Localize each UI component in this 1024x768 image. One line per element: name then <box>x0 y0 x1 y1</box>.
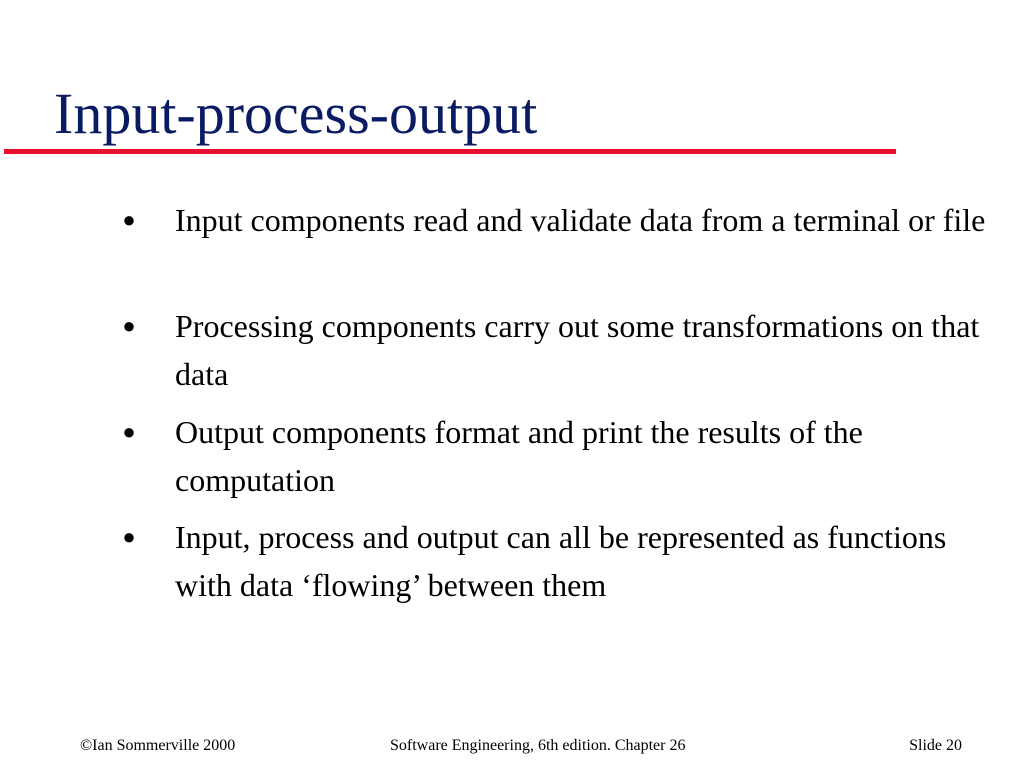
bullet-item <box>120 302 1000 398</box>
footer-book-title: Software Engineering, 6th edition. Chapter 26 <box>390 737 686 754</box>
bullet-dot-icon: ● <box>122 419 136 444</box>
bullet-item <box>120 408 1000 504</box>
slide-title: Input-process-output <box>54 81 538 146</box>
bullet-text: Processing components carry out some transformations on that data <box>175 308 980 392</box>
bullet-text: Output components format and print the results of the computation <box>175 414 863 498</box>
bullet-item <box>120 196 1000 244</box>
footer-slide-number: Slide 20 <box>909 737 962 754</box>
bullet-item <box>120 513 1000 609</box>
bullet-text: Input components read and validate data from a terminal or file <box>175 202 986 238</box>
bullet-dot-icon: ● <box>122 313 136 338</box>
bullet-dot-icon: ● <box>122 524 136 549</box>
footer-copyright: ©Ian Sommerville 2000 <box>80 737 236 754</box>
bullet-dot-icon: ● <box>122 207 136 232</box>
bullet-text: Input, process and output can all be represented as functions with data ‘flowing’ between them <box>175 519 947 603</box>
